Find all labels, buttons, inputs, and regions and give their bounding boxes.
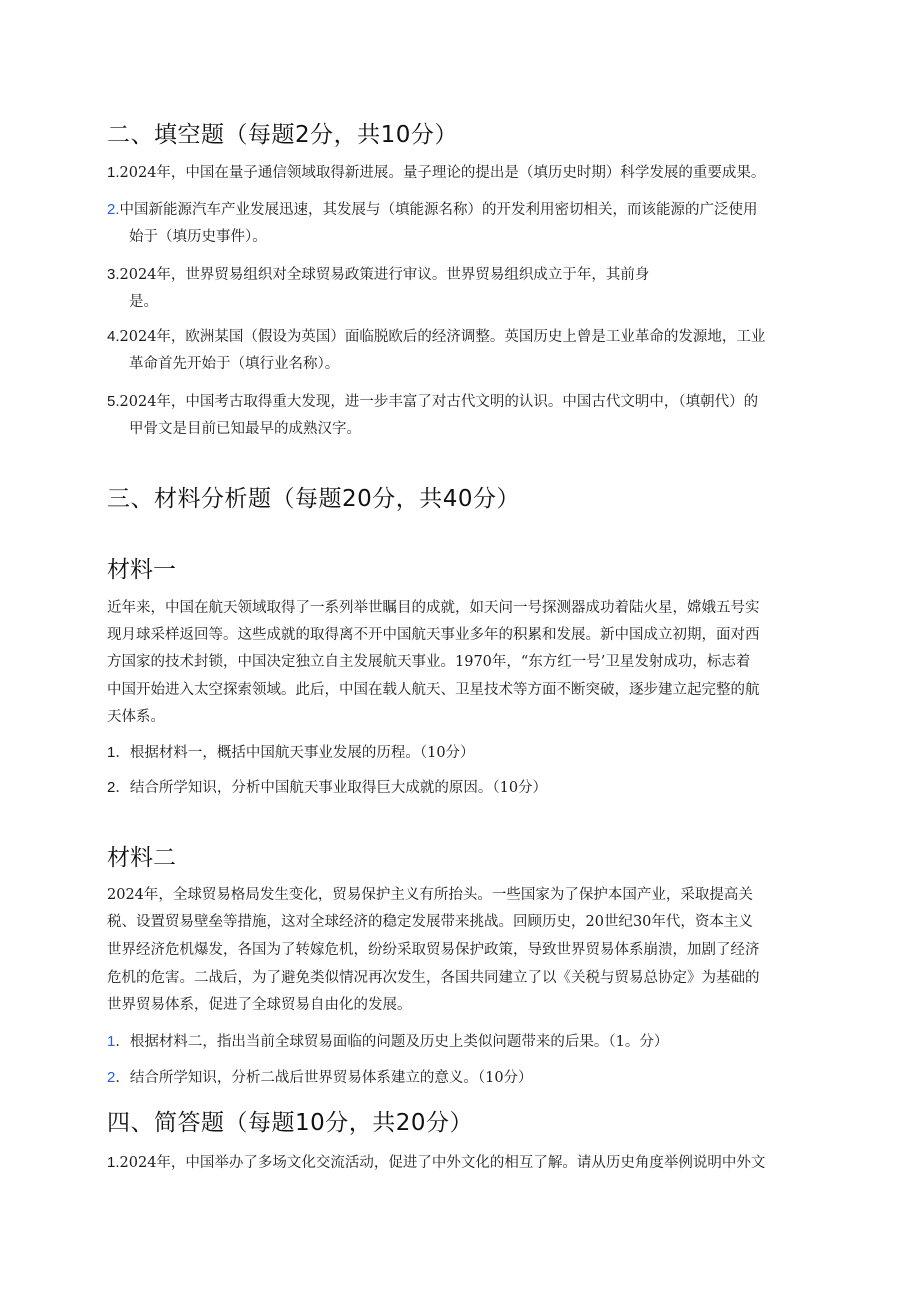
question-number: 1 [107, 1033, 116, 1050]
material-one-title: 材料一 [107, 557, 176, 583]
question-number: 3. [107, 266, 120, 283]
question-text: ．根据材料一，概括中国航天事业发展的历程。（10分） [115, 745, 475, 761]
material-two-question-2 [107, 1068, 533, 1088]
question-2-2 [107, 200, 758, 220]
material-two-line: 世界经济危机爆发，各国为了转嫁危机，纷纷采取贸易保护政策，导致世界贸易体系崩溃，加剧了经济 [107, 942, 760, 958]
question-number: 1 [107, 744, 116, 761]
question-text: 2024年，中国在量子通信领域取得新进展。量子理论的提出是（填历史时期）科学发展的重要成果。 [119, 165, 766, 181]
question-2-4 [107, 327, 765, 347]
question-number: 2 [107, 779, 116, 796]
material-one-question-1 [107, 743, 475, 763]
question-4-1 [107, 1153, 765, 1173]
question-2-3 [107, 265, 649, 285]
question-text: 2024年，中国举办了多场文化交流活动，促进了中外文化的相互了解。请从历史角度举例说明中外文 [119, 1155, 766, 1171]
material-one-line: 中国开始进入太空探索领域。此后，中国在载人航天、卫星技术等方面不断突破，逐步建立起完整的航 [107, 682, 760, 698]
question-text-continued: 是。 [129, 294, 158, 310]
question-number: 2 [107, 1069, 116, 1086]
question-text: ．根据材料二，指出当前全球贸易面临的问题及历史上类似问题带来的后果。（1。分） [115, 1034, 669, 1050]
material-one-question-2 [107, 778, 547, 798]
question-text: 中国新能源汽车产业发展迅速，其发展与（填能源名称）的开发利用密切相关，而该能源的广泛使用 [119, 202, 758, 218]
question-number: 2. [107, 201, 120, 218]
material-two-line: 世界贸易体系，促进了全球贸易自由化的发展。 [107, 997, 412, 1013]
question-text: ．结合所学知识，分析中国航天事业取得巨大成就的原因。（10分） [115, 780, 548, 796]
section-heading-fill-blank: 二、填空题（每题2分，共10分） [107, 122, 458, 148]
question-2-1 [107, 163, 765, 183]
material-two-line: 危机的危害。二战后，为了避免类似情况再次发生，各国共同建立了以《关税与贸易总协定》为基础的 [107, 970, 760, 986]
question-text: 2024年，世界贸易组织对全球贸易政策进行审议。世界贸易组织成立于年，其前身 [119, 267, 650, 283]
material-one-line: 天体系。 [107, 709, 165, 725]
material-one-line: 方国家的技术封锁，中国决定独立自主发展航天事业。1970年，“东方红一号’卫星发射成功，标志着 [107, 654, 751, 670]
section-heading-material-analysis: 三、材料分析题（每题20分，共40分） [107, 486, 521, 512]
material-two-line: 税、设置贸易壁垒等措施，这对全球经济的稳定发展带来挑战。回顾历史，20世纪30年代，资本主义 [107, 914, 753, 930]
section-heading-short-answer: 四、简答题（每题10分，共20分） [107, 1110, 474, 1136]
material-two-title: 材料二 [107, 845, 176, 871]
material-two-line: 2024年，全球贸易格局发生变化，贸易保护主义有所抬头。一些国家为了保护本国产业，采取提高关 [107, 887, 753, 903]
question-text: 2024年，中国考古取得重大发现，进一步丰富了对古代文明的认识。中国古代文明中，（填朝代）的 [119, 394, 759, 410]
question-number: 5. [107, 393, 120, 410]
question-number: 1. [107, 164, 120, 181]
question-text: 2024年，欧洲某国（假设为英国）面临脱欧后的经济调整。英国历史上曾是工业革命的发源地，工业 [119, 329, 766, 345]
material-one-line: 现月球采样返回等。这些成就的取得离不开中国航天事业多年的积累和发展。新中国成立初期，面对西 [107, 627, 760, 643]
question-text-continued: 始于（填历史事件）。 [129, 229, 267, 245]
question-text: ．结合所学知识，分析二战后世界贸易体系建立的意义。（10分） [115, 1070, 533, 1086]
question-2-5 [107, 392, 758, 412]
question-text-continued: 革命首先开始于（填行业名称）。 [129, 356, 340, 372]
question-number: 4. [107, 328, 120, 345]
material-two-question-1 [107, 1032, 668, 1052]
question-text-continued: 甲骨文是目前已知最早的成熟汉字。 [129, 421, 361, 437]
material-one-line: 近年来，中国在航天领域取得了一系列举世瞩目的成就，如天问一号探测器成功着陆火星，嫦娥五号实 [107, 600, 760, 616]
question-number: 1. [107, 1154, 120, 1171]
